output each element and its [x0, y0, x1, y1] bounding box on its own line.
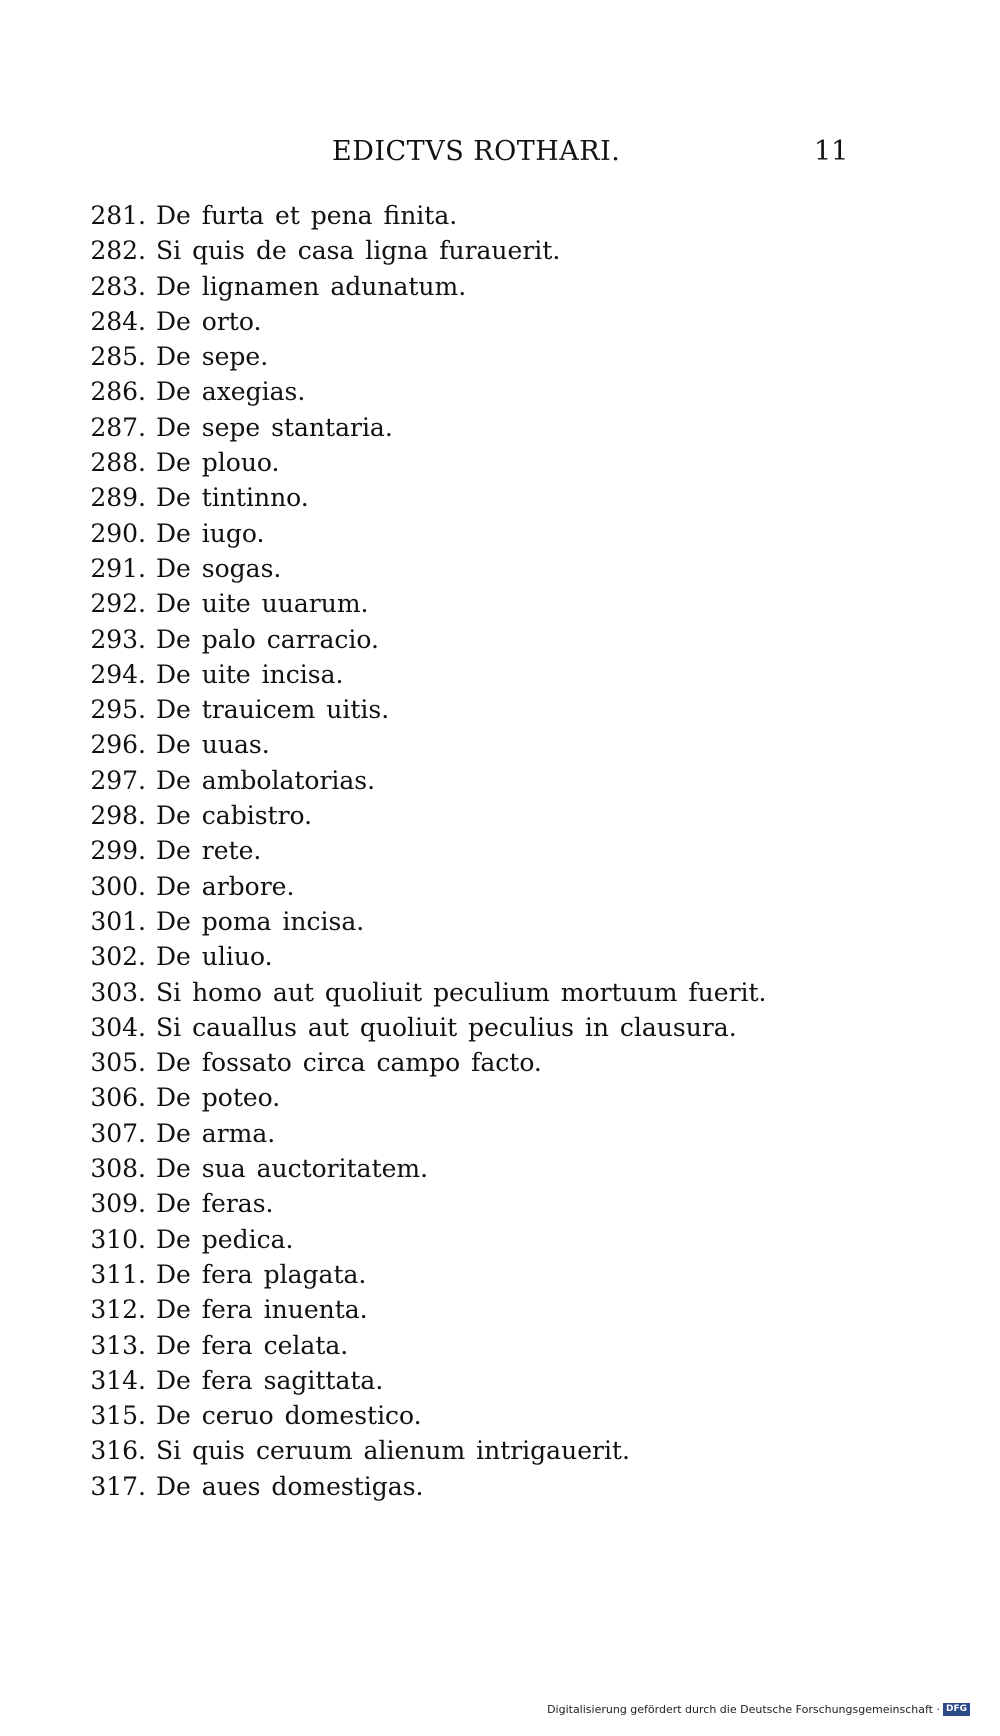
digitization-note-text: Digitalisierung gefördert durch die Deutsche Forschungsgemeinschaft · — [547, 1703, 940, 1716]
entry-text: De sepe. — [156, 342, 269, 372]
entry-number: 314. — [90, 1365, 146, 1395]
entry-text: De fera sagittata. — [156, 1365, 384, 1395]
entry-number: 295. — [90, 695, 146, 725]
entry-text: De uuas. — [156, 730, 270, 760]
entry-text: De ceruo domestico. — [156, 1401, 422, 1431]
entry-number: 315. — [90, 1401, 146, 1431]
entry-number: 306. — [90, 1083, 146, 1113]
entry-text: De lignamen adunatum. — [156, 271, 467, 301]
entry-text: De arma. — [156, 1118, 276, 1148]
entry-text: De tintinno. — [156, 483, 309, 513]
entry-number: 286. — [90, 377, 146, 407]
list-item — [78, 1151, 767, 1186]
list-item — [78, 1222, 767, 1257]
entry-text: De fera celata. — [156, 1330, 349, 1360]
entry-number: 310. — [90, 1224, 146, 1254]
entry-number: 283. — [90, 271, 146, 301]
entry-number: 316. — [90, 1436, 146, 1466]
list-item — [78, 1328, 767, 1363]
entry-number: 302. — [90, 942, 146, 972]
entry-number: 294. — [90, 659, 146, 689]
list-item — [78, 1010, 767, 1045]
list-item — [78, 939, 767, 974]
entry-text: De rete. — [156, 836, 262, 866]
entry-text: De furta et pena finita. — [156, 201, 458, 230]
entry-number: 297. — [90, 765, 146, 795]
list-item — [78, 445, 767, 480]
entry-text: De poteo. — [156, 1083, 281, 1113]
entry-number: 309. — [90, 1189, 146, 1219]
entry-number: 287. — [90, 412, 146, 442]
entry-number: 312. — [90, 1295, 146, 1325]
entry-number: 291. — [90, 553, 146, 583]
entry-text: De cabistro. — [156, 801, 313, 831]
entry-number: 296. — [90, 730, 146, 760]
list-item — [78, 198, 767, 233]
entry-text: Si cauallus aut quoliuit peculius in clausura. — [156, 1012, 737, 1042]
entry-text: De feras. — [156, 1189, 274, 1219]
page-number: 11 — [814, 136, 849, 167]
entry-text: De sua auctoritatem. — [156, 1154, 429, 1184]
entry-text: Si quis ceruum alienum intrigauerit. — [156, 1436, 630, 1466]
entry-text: De sogas. — [156, 553, 282, 583]
dfg-logo: DFG — [943, 1703, 970, 1716]
entry-text: De axegias. — [156, 377, 306, 407]
entry-number: 308. — [90, 1154, 146, 1184]
entry-number: 305. — [90, 1048, 146, 1078]
list-item — [78, 304, 767, 339]
list-item — [78, 833, 767, 868]
digitization-note — [547, 1703, 970, 1716]
entry-number: 298. — [90, 801, 146, 831]
list-item — [78, 374, 767, 409]
entry-text: De fossato circa campo facto. — [156, 1048, 542, 1078]
entry-text: De fera inuenta. — [156, 1295, 368, 1325]
entry-text: De fera plagata. — [156, 1259, 367, 1289]
list-item — [78, 1080, 767, 1115]
entry-number: 313. — [90, 1330, 146, 1360]
list-item — [78, 339, 767, 374]
list-item — [78, 1186, 767, 1221]
entry-text: De arbore. — [156, 871, 295, 901]
list-item — [78, 1398, 767, 1433]
entry-text: De orto. — [156, 306, 262, 336]
list-item — [78, 1363, 767, 1398]
entry-text: De uite uuarum. — [156, 589, 369, 619]
entry-number: 311. — [90, 1259, 146, 1289]
entry-number: 304. — [90, 1012, 146, 1042]
entry-text: De uliuo. — [156, 942, 273, 972]
list-item — [78, 269, 767, 304]
entry-number: 288. — [90, 448, 146, 478]
list-item — [78, 904, 767, 939]
entry-text: De uite incisa. — [156, 659, 344, 689]
list-item — [78, 551, 767, 586]
entry-text: De palo carracio. — [156, 624, 379, 654]
entry-number: 282. — [90, 236, 146, 266]
entry-number: 317. — [90, 1471, 146, 1501]
entry-text: De trauicem uitis. — [156, 695, 390, 725]
entry-text: De aues domestigas. — [156, 1471, 424, 1501]
page-title: EDICTVS ROTHARI. — [332, 136, 621, 167]
list-item — [78, 1116, 767, 1151]
list-item — [78, 975, 767, 1010]
entry-number: 299. — [90, 836, 146, 866]
list-item — [78, 657, 767, 692]
list-item — [78, 410, 767, 445]
list-item — [78, 622, 767, 657]
list-item — [78, 233, 767, 268]
entry-number: 293. — [90, 624, 146, 654]
entry-number: 292. — [90, 589, 146, 619]
entry-number: 290. — [90, 518, 146, 548]
entry-text: De sepe stantaria. — [156, 412, 393, 442]
entry-text: De iugo. — [156, 518, 265, 548]
entry-number: 289. — [90, 483, 146, 513]
entry-text: Si homo aut quoliuit peculium mortuum fuerit. — [156, 977, 767, 1007]
list-item — [78, 798, 767, 833]
list-item — [78, 1433, 767, 1468]
entry-text: De poma incisa. — [156, 906, 365, 936]
entry-number: 307. — [90, 1118, 146, 1148]
entry-number: 285. — [90, 342, 146, 372]
entry-number: 281. — [90, 201, 146, 230]
list-item — [78, 516, 767, 551]
list-item — [78, 1469, 767, 1504]
entry-text: De ambolatorias. — [156, 765, 376, 795]
entry-number: 301. — [90, 906, 146, 936]
entry-number: 300. — [90, 871, 146, 901]
list-item — [78, 869, 767, 904]
list-item — [78, 1292, 767, 1327]
entry-text: Si quis de casa ligna furauerit. — [156, 236, 561, 266]
list-item — [78, 727, 767, 762]
entry-number: 303. — [90, 977, 146, 1007]
list-item — [78, 1257, 767, 1292]
entry-text: De pedica. — [156, 1224, 294, 1254]
list-item — [78, 586, 767, 621]
entry-text: De plouo. — [156, 448, 280, 478]
list-item — [78, 1045, 767, 1080]
list-item — [78, 692, 767, 727]
entry-number: 284. — [90, 306, 146, 336]
chapter-list — [78, 198, 767, 1504]
list-item — [78, 763, 767, 798]
list-item — [78, 480, 767, 515]
